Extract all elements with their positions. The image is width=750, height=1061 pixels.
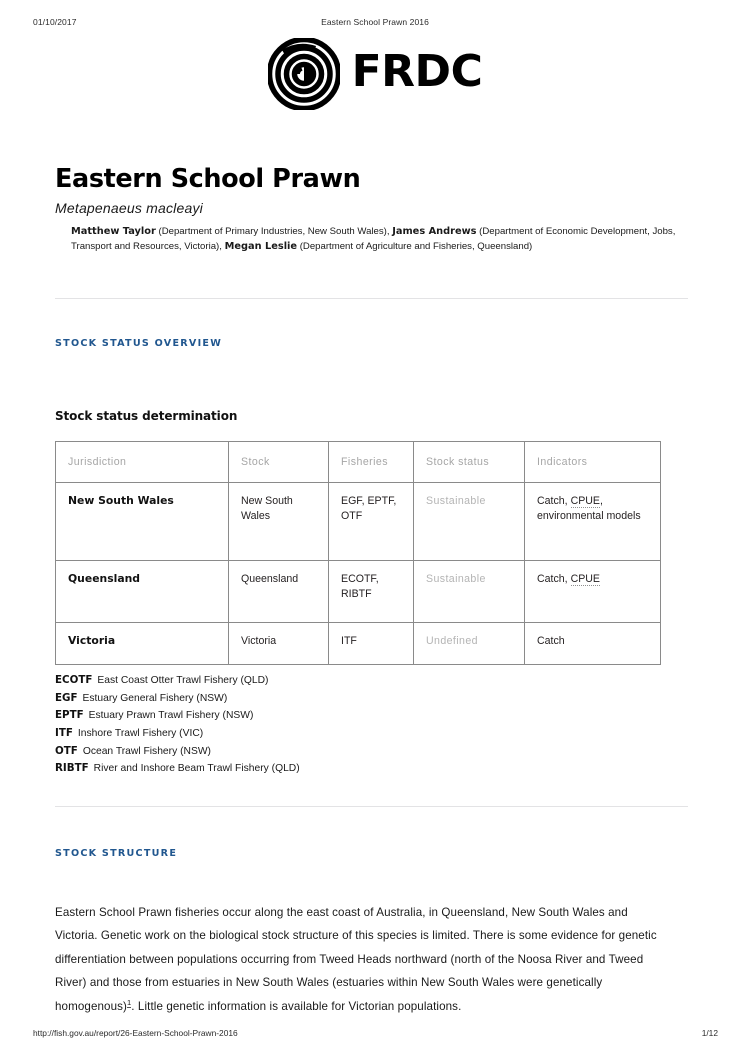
cell-jurisdiction: Victoria xyxy=(56,623,229,665)
cell-fisheries: ECOTF, RIBTF xyxy=(329,561,414,623)
page-title: Eastern School Prawn xyxy=(55,164,361,194)
list-item xyxy=(55,690,655,708)
paragraph-text-part2: . Little genetic information is available for Victorian populations. xyxy=(131,999,462,1013)
author-1-affiliation: (Department of Primary Industries, New South Wales), xyxy=(155,226,393,237)
frdc-wordmark: FRDC xyxy=(351,46,483,97)
abbrev-text: Ocean Trawl Fishery (NSW) xyxy=(82,745,211,757)
frdc-spiral-logo-icon xyxy=(268,38,340,110)
header-running-title: Eastern School Prawn 2016 xyxy=(321,17,429,27)
table-row xyxy=(56,623,661,665)
abbrev-text: Estuary General Fishery (NSW) xyxy=(82,692,228,704)
footer-page-number: 1/12 xyxy=(701,1028,718,1038)
abbrev-text: River and Inshore Beam Trawl Fishery (QLD) xyxy=(93,763,300,775)
cell-stock: New South Wales xyxy=(229,483,329,561)
page-running-footer xyxy=(0,1028,750,1040)
cell-indicators xyxy=(525,561,661,623)
footnote-reference-1[interactable]: 1 xyxy=(127,997,132,1007)
cell-fisheries: EGF, EPTF, OTF xyxy=(329,483,414,561)
cell-fisheries: ITF xyxy=(329,623,414,665)
abbrev-text: Inshore Trawl Fishery (VIC) xyxy=(77,728,204,740)
frdc-logo xyxy=(0,36,750,112)
author-3-name: Megan Leslie xyxy=(224,241,298,253)
column-header-stock: Stock xyxy=(229,442,329,483)
author-2-name: James Andrews xyxy=(392,226,477,237)
table-header-row xyxy=(56,442,661,483)
author-2-affiliation: (Department of Economic Development, Jobs, Transport and Resources, Victoria), xyxy=(71,226,676,253)
list-item xyxy=(55,743,655,761)
stock-structure-paragraph xyxy=(55,901,658,1019)
indicator-text-pre: Catch, xyxy=(537,573,571,586)
table-row xyxy=(56,561,661,623)
header-date: 01/10/2017 xyxy=(33,17,77,27)
list-item xyxy=(55,760,655,778)
subheading-stock-status-determination: Stock status determination xyxy=(55,409,238,423)
list-item xyxy=(55,672,655,690)
abbrev-key: OTF xyxy=(55,744,78,757)
abbrev-key: RIBTF xyxy=(55,762,89,775)
author-list xyxy=(71,224,681,255)
cell-stock-status: Sustainable xyxy=(414,483,525,561)
list-item xyxy=(55,725,655,743)
section-heading-stock-structure: STOCK STRUCTURE xyxy=(55,848,178,859)
indicator-abbr-cpue: CPUE xyxy=(570,573,600,586)
cell-stock: Queensland xyxy=(229,561,329,623)
indicator-text-pre: Catch, xyxy=(537,495,571,508)
cell-indicators xyxy=(525,483,661,561)
cell-jurisdiction: New South Wales xyxy=(56,483,229,561)
author-1-name: Matthew Taylor xyxy=(71,226,156,237)
abbrev-text: Estuary Prawn Trawl Fishery (NSW) xyxy=(88,710,254,722)
cell-jurisdiction: Queensland xyxy=(56,561,229,623)
stock-status-table xyxy=(55,441,661,665)
column-header-stock-status: Stock status xyxy=(414,442,525,483)
section-heading-stock-status-overview: STOCK STATUS OVERVIEW xyxy=(55,338,223,349)
indicator-abbr-cpue: CPUE xyxy=(570,495,600,508)
author-3-affiliation: (Department of Agriculture and Fisheries, Queensland) xyxy=(297,241,533,253)
abbrev-key: EGF xyxy=(55,691,78,704)
column-header-fisheries: Fisheries xyxy=(329,442,414,483)
abbrev-key: ECOTF xyxy=(55,674,93,686)
cell-stock-status: Undefined xyxy=(414,623,525,665)
divider-top xyxy=(55,298,688,299)
page-running-header xyxy=(0,17,750,31)
column-header-indicators: Indicators xyxy=(525,442,661,483)
footer-source-url[interactable]: http://fish.gov.au/report/26-Eastern-School-Prawn-2016 xyxy=(33,1028,238,1038)
abbrev-text: East Coast Otter Trawl Fishery (QLD) xyxy=(97,675,269,686)
species-scientific-name: Metapenaeus macleayi xyxy=(55,200,203,216)
abbrev-key: ITF xyxy=(55,727,73,740)
cell-stock-status: Sustainable xyxy=(414,561,525,623)
cell-stock: Victoria xyxy=(229,623,329,665)
list-item xyxy=(55,707,655,725)
divider-bottom xyxy=(55,806,688,807)
cell-indicators xyxy=(525,623,661,665)
indicator-text-pre: Catch xyxy=(537,635,565,648)
column-header-jurisdiction: Jurisdiction xyxy=(56,442,229,483)
abbrev-key: EPTF xyxy=(55,709,84,722)
abbreviation-legend xyxy=(55,672,655,778)
indicator-text-post: , environmental models xyxy=(537,495,641,522)
table-row xyxy=(56,483,661,561)
paragraph-text-part1: Eastern School Prawn fisheries occur along the east coast of Australia, in Queensland, New South Wales and Victoria. Genetic work on the biological stock structure of this species is limited. There is some evidence for genetic differentiation between populations occurring from Tweed Heads northward (north of the Noosa River and Tweed River) and those from estuaries in New South Wales (estuaries within New South Wales were genetically homogenous) xyxy=(55,905,657,1013)
